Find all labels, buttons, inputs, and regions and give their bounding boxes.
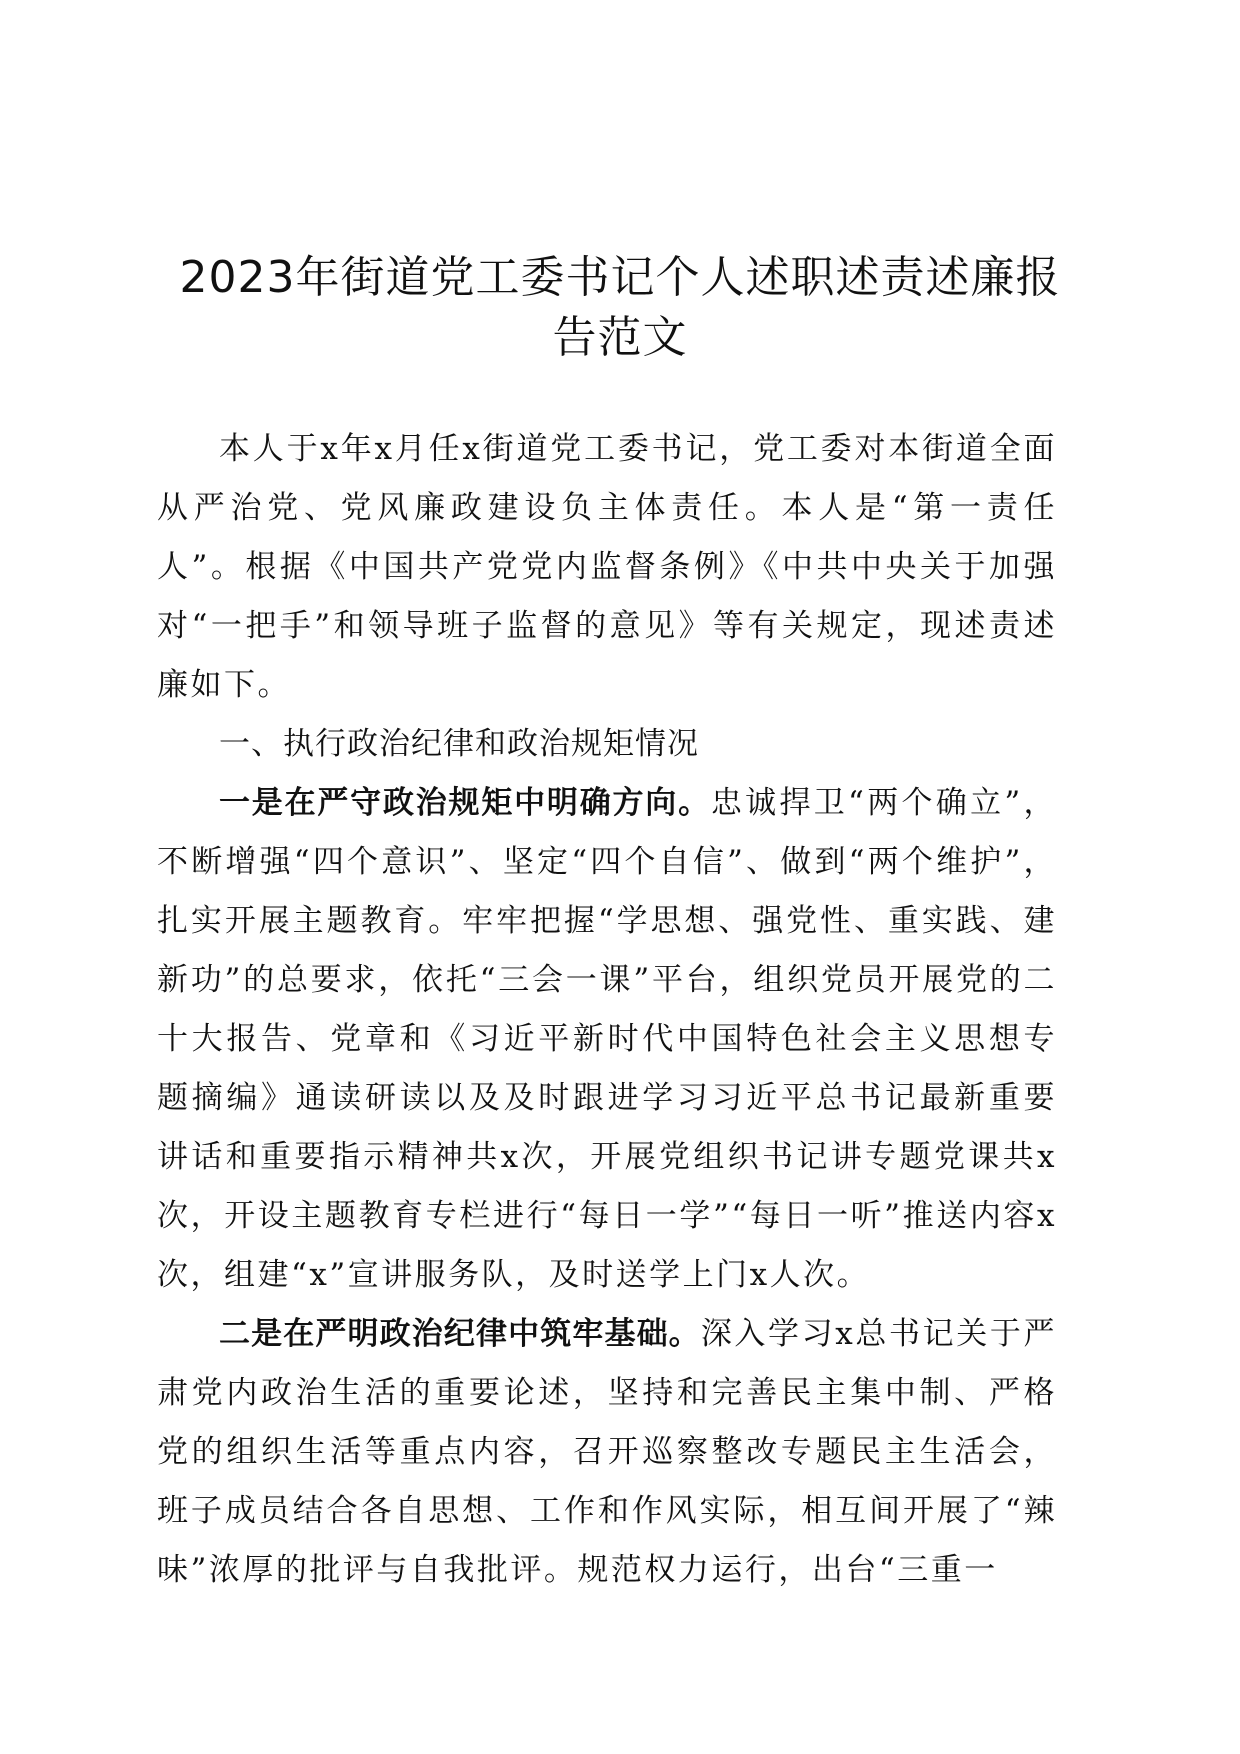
point-2-paragraph <box>157 1305 1057 1600</box>
point-1-lead: 一是在严守政治规矩中明确方向。 <box>219 785 711 821</box>
point-1-paragraph <box>157 774 1057 1305</box>
title-line-1: 2023年街道党工委书记个人述职述责述廉报 <box>179 252 1061 303</box>
intro-paragraph: 本人于x年x月任x街道党工委书记，党工委对本街道全面从严治党、党风廉政建设负主体责任。本人是“第一责任人”。根据《中国共产党党内监督条例》《中共中央关于加强对“一把手”和领导班子监督的意见》等有关规定，现述责述廉如下。 <box>157 431 1057 703</box>
section-heading-1: 一、执行政治纪律和政治规矩情况 <box>219 726 699 762</box>
document-body <box>157 420 1057 1600</box>
title-line-2: 告范文 <box>552 312 688 363</box>
point-2-text: 深入学习x总书记关于严肃党内政治生活的重要论述，坚持和完善民主集中制、严格党的组织生活等重点内容，召开巡察整改专题民主生活会，班子成员结合各自思想、工作和作风实际，相互间开展了“辣味”浓厚的批评与自我批评。规范权力运行，出台“三重一 <box>157 1316 1058 1588</box>
point-2-lead: 二是在严明政治纪律中筑牢基础。 <box>219 1316 701 1352</box>
document-title <box>150 248 1090 368</box>
point-1-text: 忠诚捍卫“两个确立”，不断增强“四个意识”、坚定“四个自信”、做到“两个维护”，扎实开展主题教育。牢牢把握“学思想、强党性、重实践、建新功”的总要求，依托“三会一课”平台，组织党员开展党的二十大报告、党章和《习近平新时代中国特色社会主义思想专题摘编》通读研读以及及时跟进学习习近平总书记最新重要讲话和重要指示精神共x次，开展党组织书记讲专题党课共x次，开设主题教育专栏进行“每日一学”“每日一听”推送内容x次，组建“x”宣讲服务队，及时送学上门x人次。 <box>157 785 1058 1293</box>
